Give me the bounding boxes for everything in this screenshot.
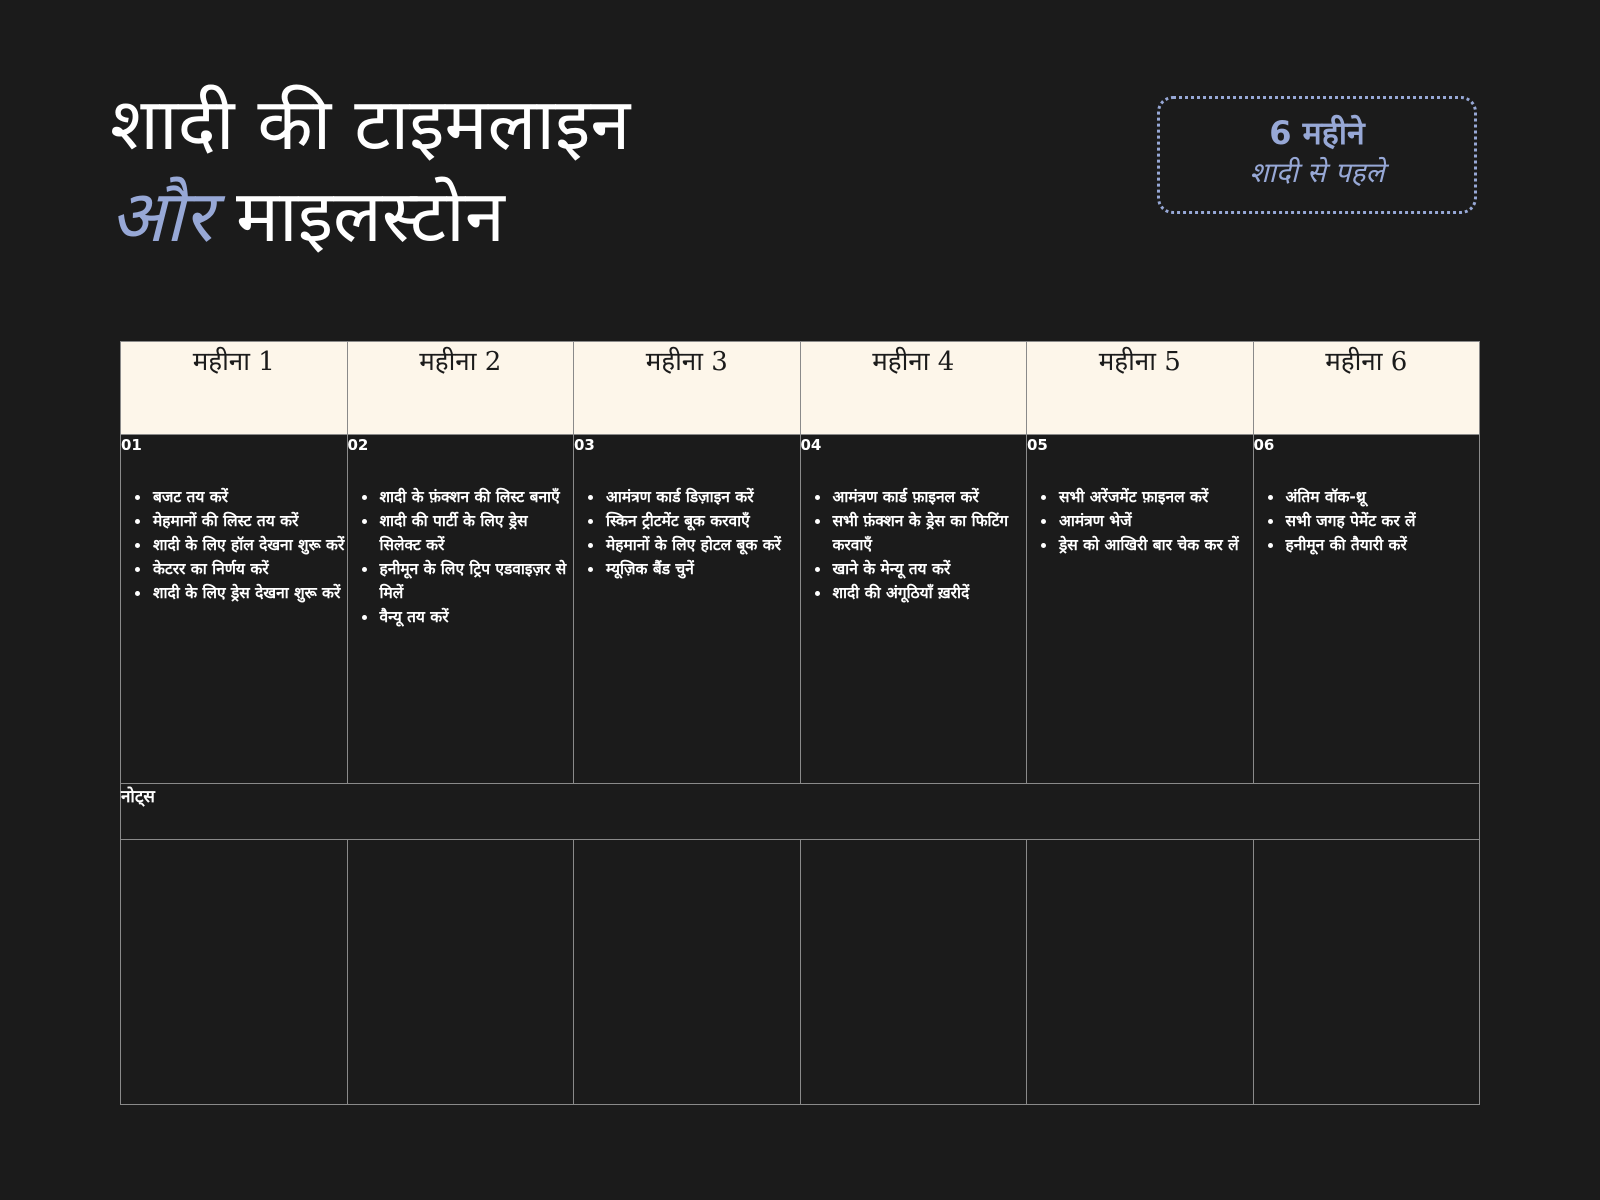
notes-area[interactable] [1253, 840, 1480, 1105]
task-list [1254, 485, 1480, 557]
notes-area[interactable] [574, 840, 801, 1105]
month-header: महीना 4 [800, 342, 1027, 435]
task-list [574, 485, 800, 581]
title-line-1: शादी की टाइमलाइन [110, 82, 631, 166]
month-header: महीना 1 [121, 342, 348, 435]
task-item: • आमंत्रण भेजें [1057, 509, 1253, 533]
task-item: • ड्रेस को आखिरी बार चेक कर लें [1057, 533, 1253, 557]
month-header: महीना 2 [347, 342, 574, 435]
task-list [801, 485, 1027, 605]
title-accent-word: और [110, 174, 214, 258]
month-number: 02 [347, 436, 369, 454]
task-item: • शादी के लिए हॉल देखना शुरू करें [151, 533, 347, 557]
task-item: • वैन्यू तय करें [378, 605, 574, 629]
timeline-table [120, 341, 1480, 1105]
task-item: • शादी के फ़ंक्शन की लिस्ट बनाएँ [378, 485, 574, 509]
task-item: • आमंत्रण कार्ड फ़ाइनल करें [831, 485, 1027, 509]
month-number: 01 [121, 436, 142, 454]
month-cell [1253, 435, 1480, 784]
month-cell [347, 435, 574, 784]
task-list [121, 485, 347, 605]
task-item: • मेहमानों की लिस्ट तय करें [151, 509, 347, 533]
task-item: • शादी की अंगूठियाँ ख़रीदें [831, 581, 1027, 605]
task-item: • बजट तय करें [151, 485, 347, 509]
task-item: • अंतिम वॉक-थ्रू [1284, 485, 1480, 509]
badge-subtitle: शादी से पहले [1249, 156, 1385, 189]
notes-area[interactable] [347, 840, 574, 1105]
task-item: • आमंत्रण कार्ड डिज़ाइन करें [604, 485, 800, 509]
month-cell [121, 435, 348, 784]
month-number: 06 [1253, 436, 1275, 454]
month-number: 04 [800, 436, 822, 454]
task-item: • म्यूज़िक बैंड चुनें [604, 557, 800, 581]
task-item: • सभी फ़ंक्शन के ड्रेस का फिटिंग करवाएँ [831, 509, 1027, 557]
month-header: महीना 6 [1253, 342, 1480, 435]
month-header: महीना 3 [574, 342, 801, 435]
notes-area[interactable] [1027, 840, 1254, 1105]
notes-label: नोट्स [121, 784, 1480, 840]
task-item: • हनीमून की तैयारी करें [1284, 533, 1480, 557]
month-cell [800, 435, 1027, 784]
title-line-2 [110, 170, 910, 262]
month-header-row [121, 342, 1480, 435]
duration-badge [1157, 96, 1477, 214]
task-item: • सभी जगह पेमेंट कर लें [1284, 509, 1480, 533]
month-cell [1027, 435, 1254, 784]
month-header: महीना 5 [1027, 342, 1254, 435]
badge-duration: 6 महीने [1269, 114, 1365, 152]
notes-row [121, 784, 1480, 840]
task-list [348, 485, 574, 629]
month-number: 03 [574, 436, 595, 454]
month-cell [574, 435, 801, 784]
month-number: 05 [1027, 436, 1048, 454]
notes-area[interactable] [800, 840, 1027, 1105]
page-title [110, 78, 910, 262]
task-item: • केटरर का निर्णय करें [151, 557, 347, 581]
title-line-2-rest: माइलस्टोन [236, 174, 505, 258]
task-item: • शादी के लिए ड्रेस देखना शुरू करें [151, 581, 347, 605]
month-tasks-row [121, 435, 1480, 784]
task-list [1027, 485, 1253, 557]
task-item: • सभी अरेंजमेंट फ़ाइनल करें [1057, 485, 1253, 509]
task-item: • हनीमून के लिए ट्रिप एडवाइज़र से मिलें [378, 557, 574, 605]
notes-blank-row [121, 840, 1480, 1105]
task-item: • शादी की पार्टी के लिए ड्रेस सिलेक्ट करें [378, 509, 574, 557]
task-item: • स्किन ट्रीटमेंट बूक करवाएँ [604, 509, 800, 533]
notes-area[interactable] [121, 840, 348, 1105]
task-item: • खाने के मेन्यू तय करें [831, 557, 1027, 581]
task-item: • मेहमानों के लिए होटल बूक करें [604, 533, 800, 557]
